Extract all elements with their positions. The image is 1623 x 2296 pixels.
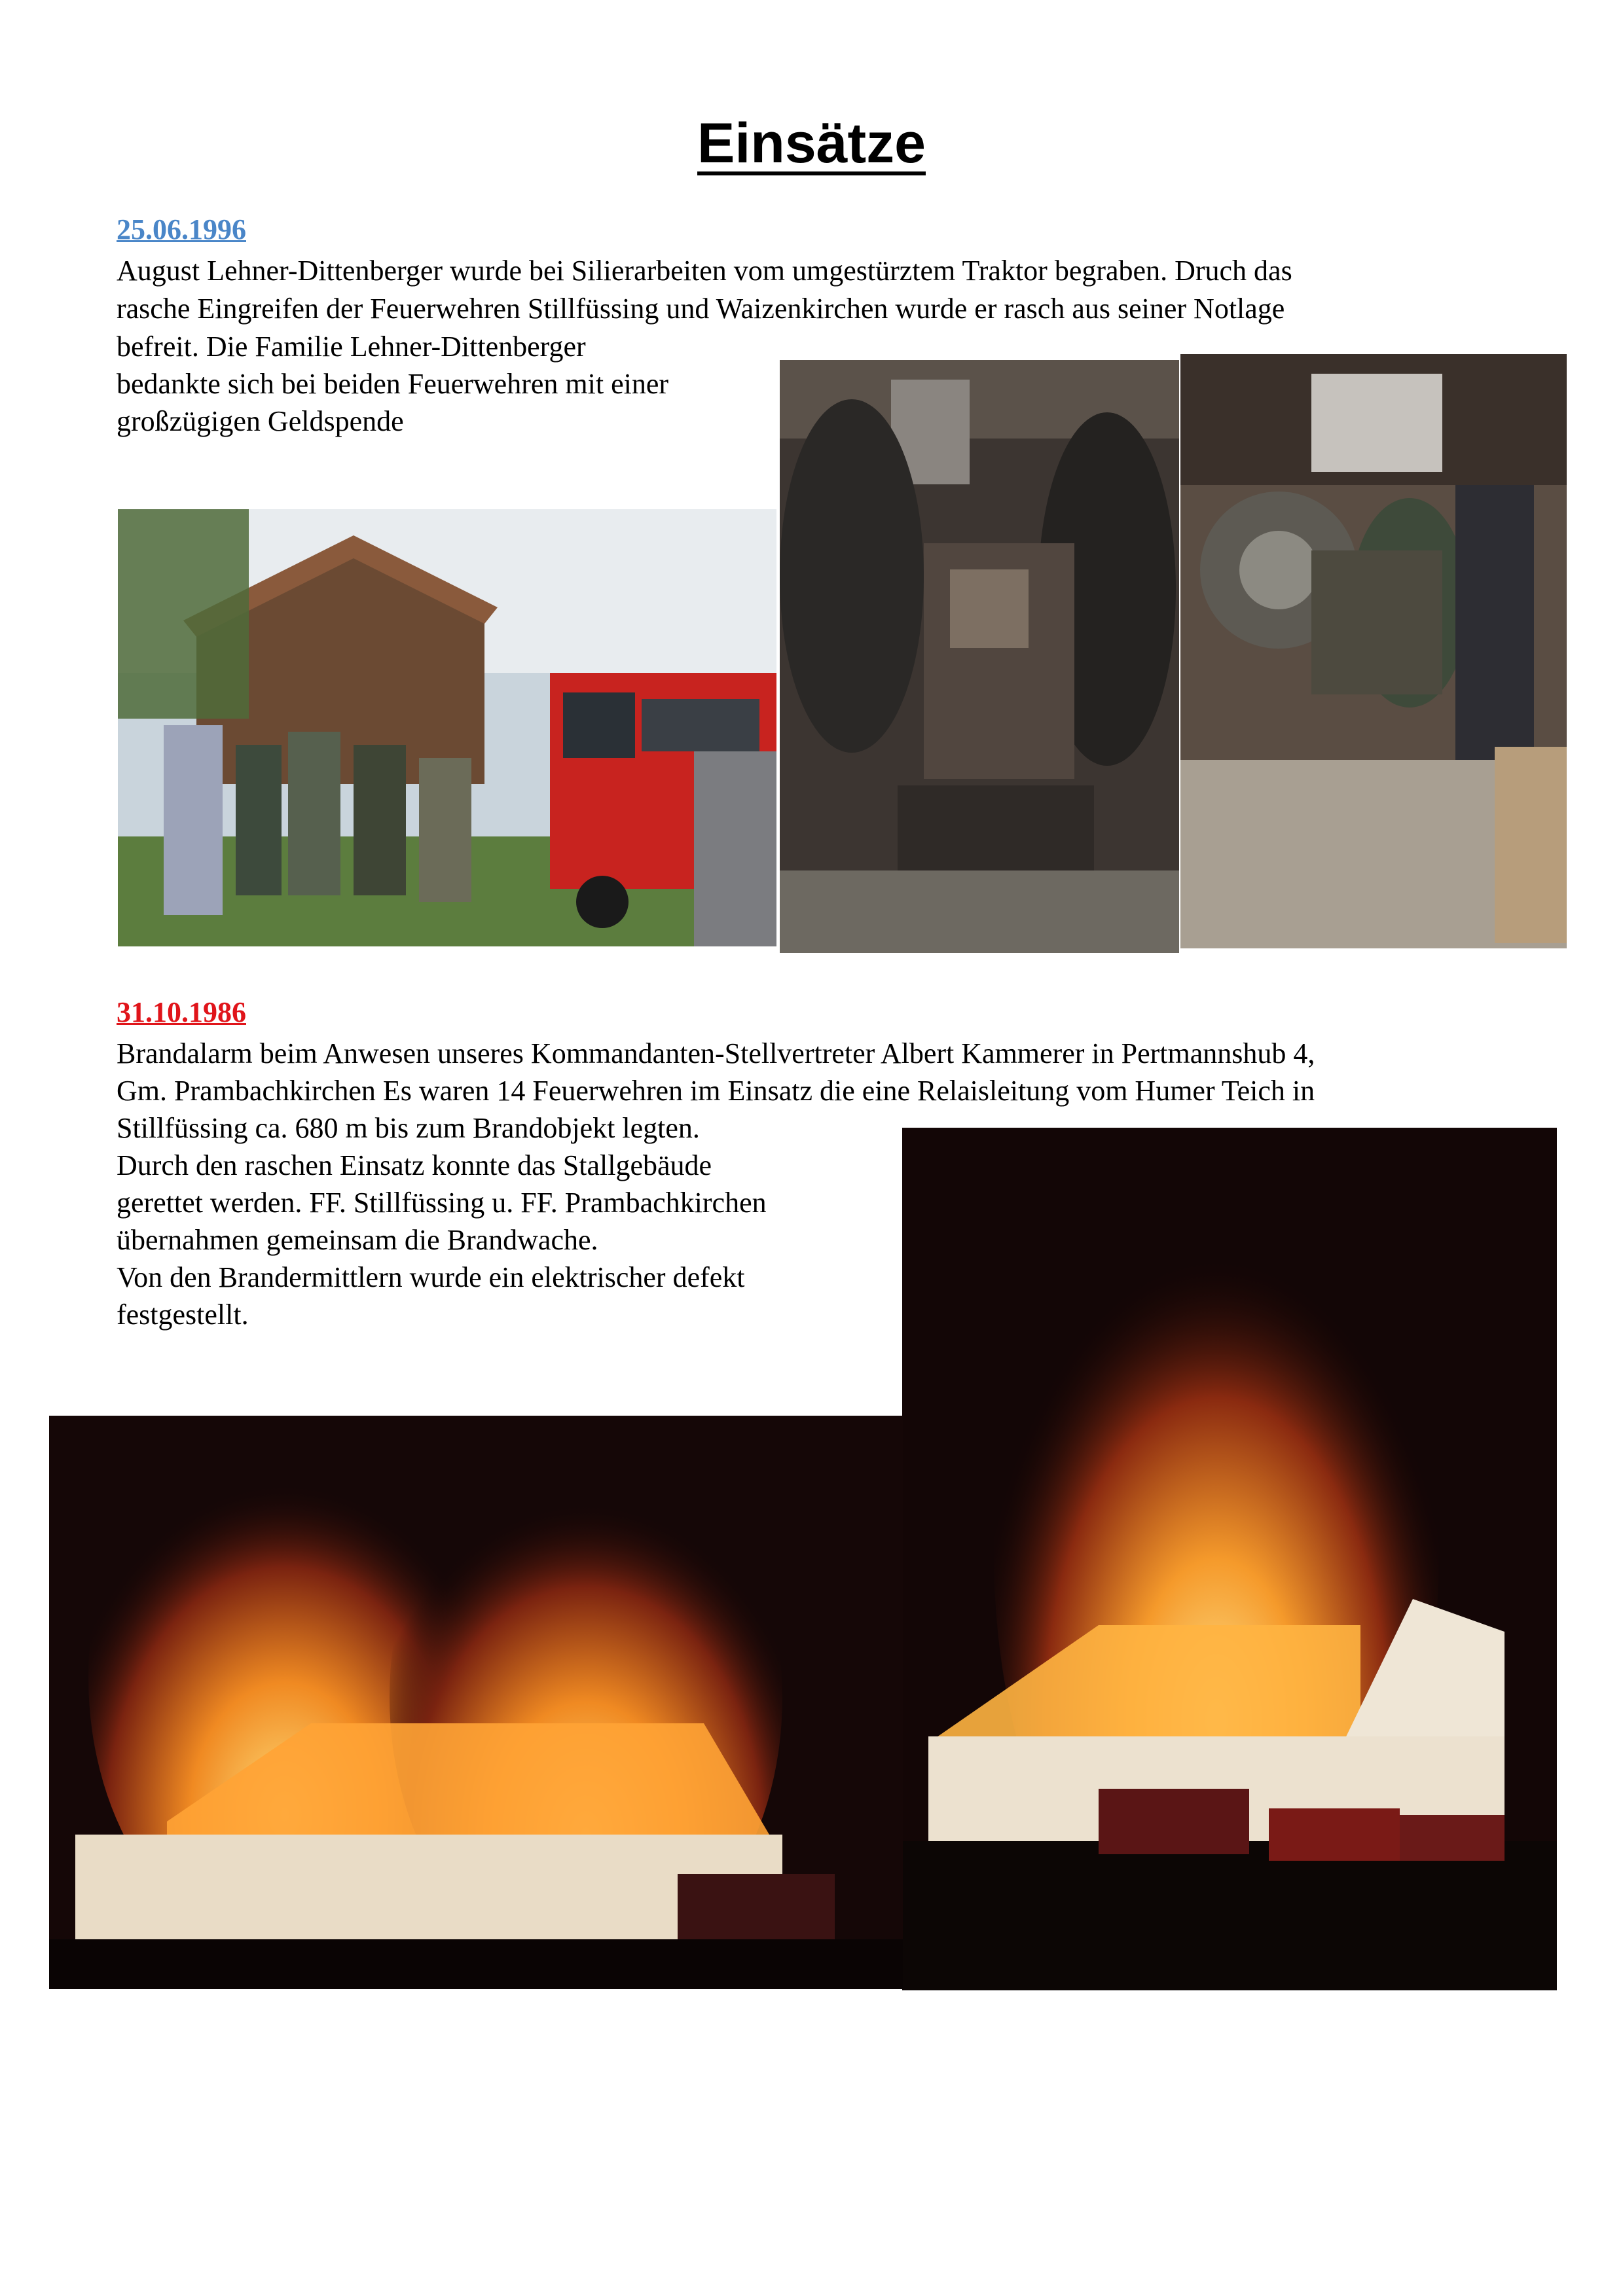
entry-date: 25.06.1996	[117, 213, 246, 245]
entry-text-line: übernahmen gemeinsam die Brandwache.	[117, 1224, 598, 1256]
entry-text-line: festgestellt.	[117, 1299, 249, 1331]
entry-date: 31.10.1986	[117, 996, 246, 1028]
entry-text-line: August Lehner-Dittenberger wurde bei Silierarbeiten vom umgestürztem Traktor begraben. Druch das	[117, 255, 1292, 287]
entry-text-line: Gm. Prambachkirchen Es waren 14 Feuerwehren im Einsatz die eine Relaisleitung vom Humer Teich in	[117, 1075, 1315, 1107]
entry-text-line: befreit. Die Familie Lehner-Dittenberger	[117, 331, 586, 363]
photo-overturned-tractor	[1180, 354, 1567, 948]
photo-barn-fire-right	[902, 1128, 1557, 1990]
entry-text-line: bedankte sich bei beiden Feuerwehren mit einer	[117, 368, 669, 400]
entry-text-line: großzügigen Geldspende	[117, 405, 404, 437]
page-title: Einsätze	[697, 112, 926, 175]
photo-fire-truck-scene	[118, 509, 776, 946]
entry-text-line: rasche Eingreifen der Feuerwehren Stillfüssing und Waizenkirchen wurde er rasch aus seiner Notlage	[117, 293, 1285, 325]
entry-text-line: Stillfüssing ca. 680 m bis zum Brandobjekt legten.	[117, 1112, 700, 1144]
entry-text-line: Durch den raschen Einsatz konnte das Stallgebäude	[117, 1149, 712, 1181]
photo-tractor-close	[780, 360, 1179, 953]
photo-barn-fire-left	[49, 1416, 903, 1989]
entry-text-line: Von den Brandermittlern wurde ein elektrischer defekt	[117, 1261, 745, 1293]
entry-text-line: gerettet werden. FF. Stillfüssing u. FF. Prambachkirchen	[117, 1187, 767, 1219]
entry-text-line: Brandalarm beim Anwesen unseres Kommandanten-Stellvertreter Albert Kammerer in Pertmannshub 4,	[117, 1037, 1315, 1069]
